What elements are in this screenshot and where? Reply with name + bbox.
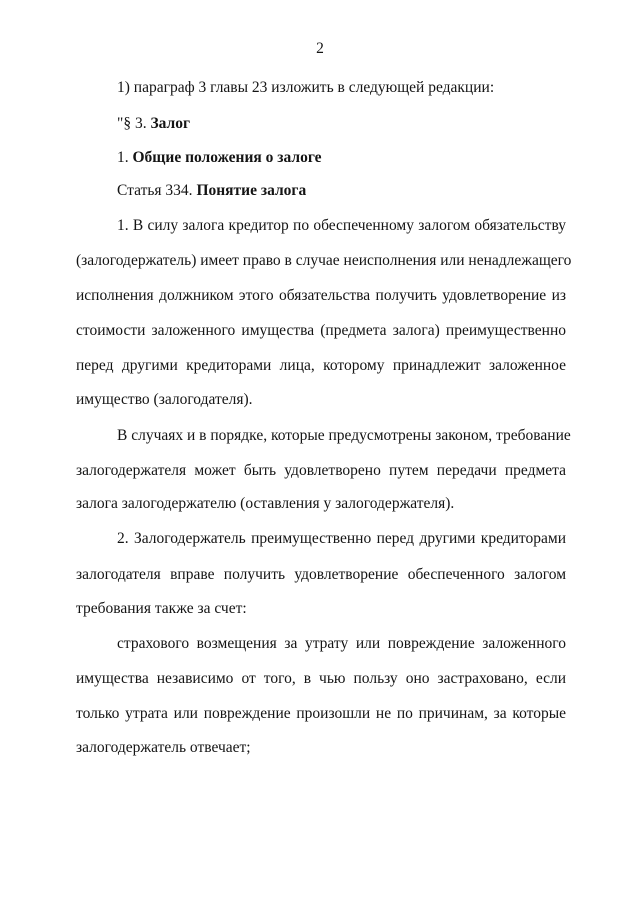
paragraph-line: (залогодержатель) имеет право в случае неисполнения или ненадлежащего [76, 252, 572, 269]
paragraph-line: стоимости заложенного имущества (предмета залога) преимущественно [76, 322, 566, 339]
paragraph-line: 2. Залогодержатель преимущественно перед другими кредиторами [117, 530, 566, 547]
amendment-intro: 1) параграф 3 главы 23 изложить в следующей редакции: [117, 79, 495, 96]
page-number: 2 [316, 40, 324, 57]
paragraph-line: имущество (залогодателя). [76, 391, 253, 408]
paragraph-line: требования также за счет: [76, 600, 247, 617]
paragraph-line: исполнения должником этого обязательства получить удовлетворение из [76, 287, 566, 304]
paragraph-line: только утрата или повреждение произошли не по причинам, за которые [76, 705, 566, 722]
section-heading: "§ 3. Залог [117, 115, 191, 132]
subsection-heading: 1. Общие положения о залоге [117, 149, 322, 166]
paragraph-line: имущества независимо от того, в чью пользу оно застраховано, если [76, 670, 566, 687]
paragraph-line: залогодержатель отвечает; [76, 739, 251, 756]
article-heading: Статья 334. Понятие залога [117, 182, 307, 199]
paragraph-line: залога залогодержателю (оставления у залогодержателя). [76, 495, 455, 512]
paragraph-line: 1. В силу залога кредитор по обеспеченному залогом обязательству [117, 217, 566, 234]
paragraph-line: залогодержателя может быть удовлетворено путем передачи предмета [76, 462, 566, 479]
paragraph-line: В случаях и в порядке, которые предусмотрены законом, требование [117, 427, 571, 444]
paragraph-line: залогодателя вправе получить удовлетворение обеспеченного залогом [76, 566, 566, 583]
paragraph-line: перед другими кредиторами лица, которому принадлежит заложенное [76, 357, 566, 374]
paragraph-line: страхового возмещения за утрату или повреждение заложенного [117, 635, 566, 652]
